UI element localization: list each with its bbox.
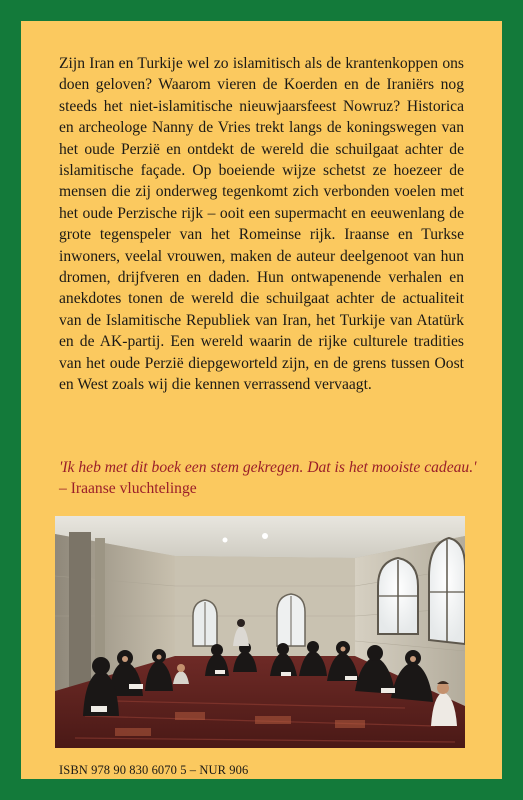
cover-photo xyxy=(55,516,465,748)
quote-attribution: – Iraanse vluchtelinge xyxy=(59,480,197,497)
isbn-line: ISBN 978 90 830 6070 5 – NUR 906 xyxy=(59,763,249,777)
quote-text: 'Ik heb met dit boek een stem gekregen. Dat is het mooiste cadeau.' xyxy=(59,459,477,476)
cover-panel xyxy=(21,21,502,779)
blurb-text: Zijn Iran en Turkije wel zo islamitisch als de krantenkoppen ons doen geloven? Waarom vieren de Koerden en de Iraniërs nog steeds het niet-islamitische nieuwjaarsfeest Nowruz? Historica en archeologe Nanny de Vries trekt langs de koningswegen van het oude Perzië en ontdekt de wereld die schuilgaat achter de islamitische façade. Op boeiende wijze schetst ze hoezeer de mensen die zij onderweg tegenkomt zich verbonden voelen met het oude Perzische rijk – ooit een supermacht en eeuwenlang de grote tegenspeler van het Romeinse rijk. Iraanse en Turkse inwoners, veelal vrouwen, maken de auteur deelgenoot van hun dromen, drijfveren en daden. Hun ontwapenende verhalen en anekdotes tonen de wereld die schuilgaat achter de actualiteit van de Islamitische Republiek van Iran, het Turkije van Atatürk en de AK-partij. Een wereld waarin de rijke culturele tradities van het oude Perzië diepgeworteld zijn, en de grens tussen Oost en West zoals wij die kennen verrassend vervaagt. xyxy=(59,55,464,394)
mosque-interior-photo xyxy=(55,516,465,748)
